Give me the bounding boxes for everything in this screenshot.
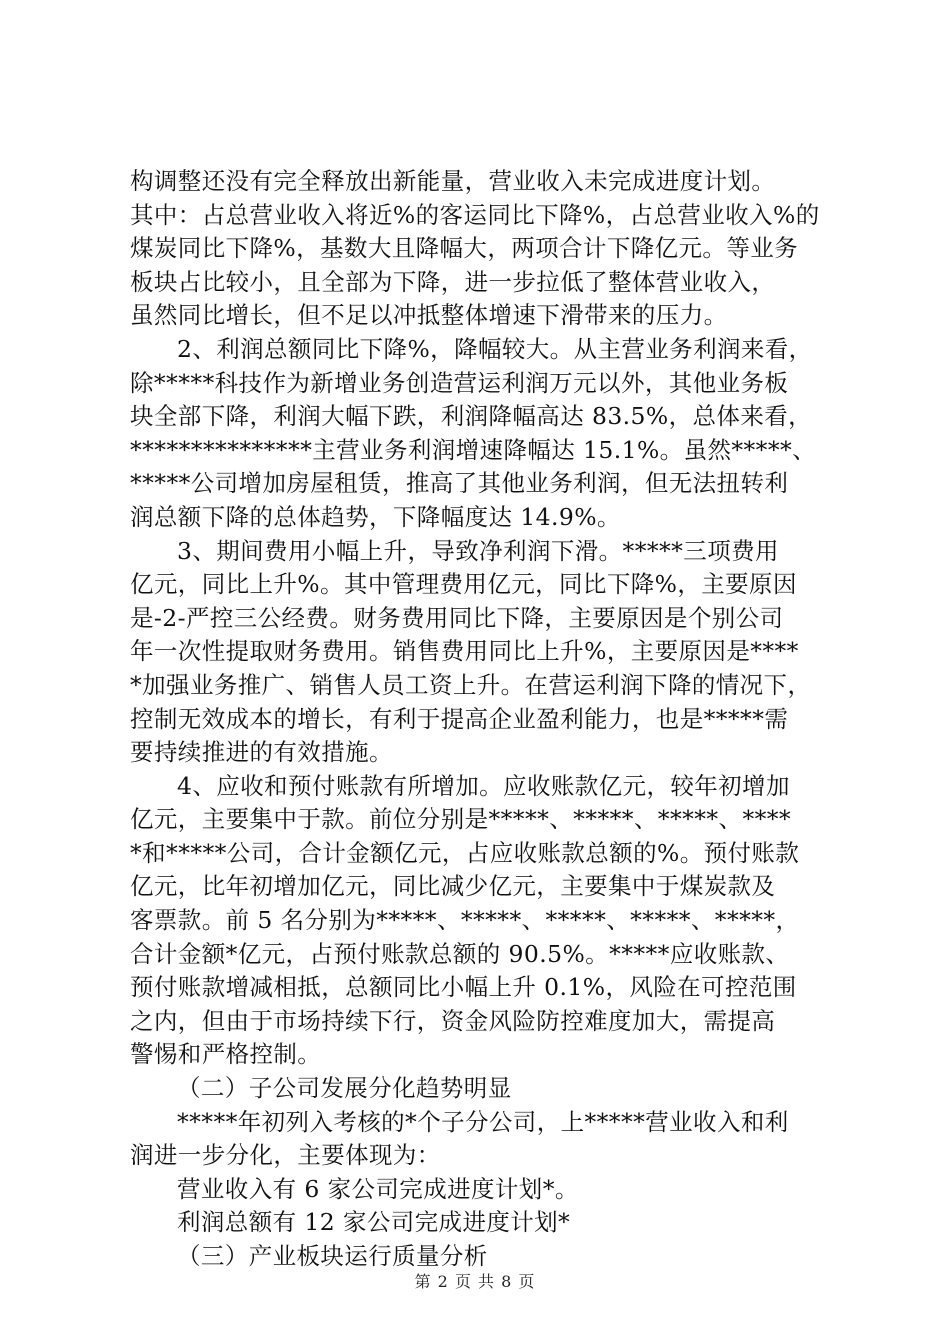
body-text (130, 165, 835, 1274)
text-line: 其中：占总营业收入将近%的客运同比下降%，占总营业收入%的 (130, 200, 820, 229)
text-line: 控制无效成本的增长，有利于提高企业盈利能力，也是*****需 (130, 704, 789, 733)
text-line: 营业收入有 6 家公司完成进度计划*。 (177, 1174, 579, 1203)
text-line: *****公司增加房屋租赁，推高了其他业务利润，但无法扭转利 (130, 469, 789, 498)
text-line: 年一次性提取财务费用。销售费用同比上升%，主要原因是**** (130, 637, 799, 666)
text-line: （二）子公司发展分化趋势明显 (177, 1074, 512, 1103)
page-footer: 第 2 页 共 8 页 (414, 1272, 536, 1291)
text-line: ***************主营业务利润增速降幅达 15.1%。虽然*****、 (130, 435, 817, 464)
text-line: *加强业务推广、销售人员工资上升。在营运利润下降的情况下， (130, 670, 812, 699)
text-line: 润总额下降的总体趋势，下降幅度达 14.9%。 (130, 502, 621, 531)
text-line: 利润总额有 12 家公司完成进度计划* (177, 1208, 571, 1237)
text-line: 煤炭同比下降%，基数大且降幅大，两项合计下降亿元。等业务 (130, 234, 799, 263)
text-line: 3、期间费用小幅上升，导致净利润下滑。*****三项费用 (177, 536, 779, 565)
text-line: 要持续推进的有效措施。 (130, 738, 393, 767)
text-line: 板块占比较小，且全部为下降，进一步拉低了整体营业收入， (130, 267, 776, 296)
text-line: 合计金额*亿元，占预付账款总额的 90.5%。*****应收账款、 (130, 939, 790, 968)
text-line: 客票款。前 5 名分别为*****、*****、*****、*****、*****， (130, 906, 800, 935)
text-line: *和*****公司，合计金额亿元，占应收账款总额的%。预付账款 (130, 838, 800, 867)
text-line: 2、利润总额同比下降%，降幅较大。从主营业务利润来看， (177, 334, 813, 363)
text-line: 构调整还没有完全释放出新能量，营业收入未完成进度计划。 (130, 167, 776, 195)
text-line: 预付账款增减相抵，总额同比小幅上升 0.1%，风险在可控范围 (130, 973, 797, 1002)
text-line: 虽然同比增长，但不足以冲抵整体增速下滑带来的压力。 (130, 301, 728, 330)
text-line: 4、应收和预付账款有所增加。应收账款亿元，较年初增加 (177, 771, 790, 800)
text-line: *****年初列入考核的*个子分公司，上*****营业收入和利 (177, 1107, 789, 1136)
text-line: 亿元，主要集中于款。前位分别是*****、*****、*****、**** (130, 805, 792, 834)
text-line: （三）产业板块运行质量分析 (177, 1242, 488, 1270)
text-line: 警惕和严格控制。 (130, 1040, 322, 1069)
text-line: 亿元，比年初增加亿元，同比减少亿元，主要集中于煤炭款及 (130, 872, 776, 901)
text-line: 除*****科技作为新增业务创造营运利润万元以外，其他业务板 (130, 368, 789, 397)
text-line: 之内，但由于市场持续下行，资金风险防控难度加大，需提高 (130, 1006, 776, 1035)
text-line: 块全部下降，利润大幅下跌，利润降幅高达 83.5%，总体来看， (130, 402, 813, 431)
text-line: 是-2-严控三公经费。财务费用同比下降，主要原因是个别公司 (130, 603, 784, 632)
text-line: 润进一步分化，主要体现为： (130, 1141, 441, 1170)
text-line: 亿元，同比上升%。其中管理费用亿元，同比下降%，主要原因 (130, 570, 797, 599)
